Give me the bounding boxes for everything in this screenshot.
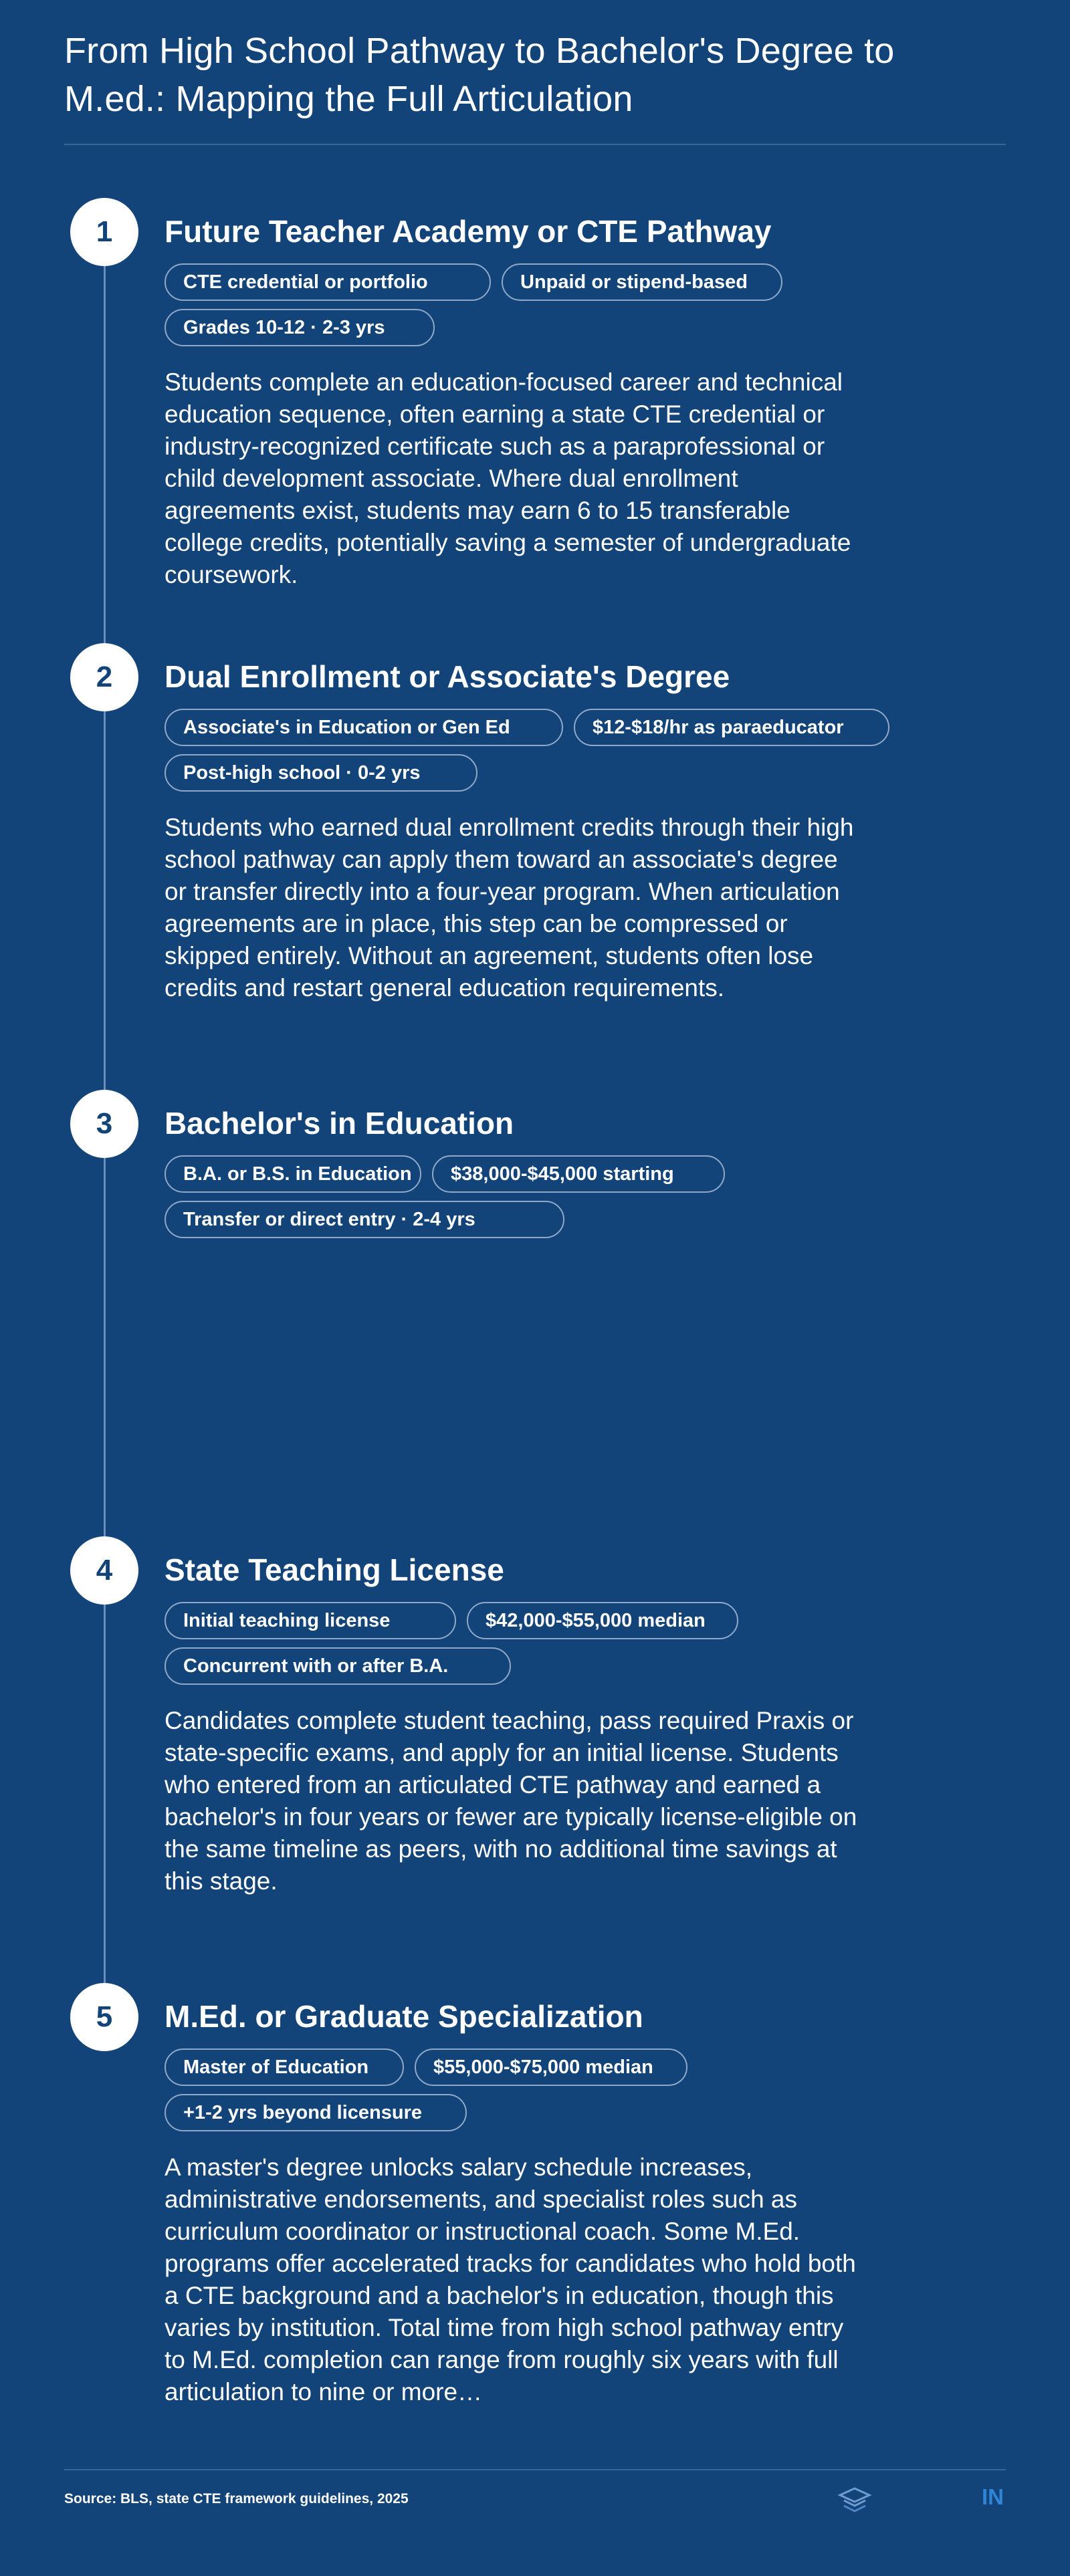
step-tags <box>165 1155 900 1238</box>
pay-tag: $42,000-$55,000 median <box>467 1602 738 1639</box>
page-title: From High School Pathway to Bachelor's Degree to M.ed.: Mapping the Full Articulation <box>64 31 895 119</box>
source-note: Source: BLS, state CTE framework guidelines, 2025 <box>64 2491 409 2506</box>
credential-tag: Associate's in Education or Gen Ed <box>165 709 563 746</box>
footer-divider <box>64 2469 1006 2470</box>
header <box>64 27 1006 123</box>
step-number-badge: 2 <box>70 643 138 711</box>
step-number-badge: 1 <box>70 198 138 266</box>
duration-tag: Concurrent with or after B.A. <box>165 1647 511 1685</box>
header-divider <box>64 144 1006 145</box>
step-tags <box>165 1602 900 1685</box>
brand-mark: IN <box>982 2484 1004 2509</box>
step-content <box>165 1090 860 1258</box>
step-description: Candidates complete student teaching, pass required Praxis or state-specific exams, and apply for an initial license. Students who entered from an articulated CTE pathway and earned a bachelor's in four years or fewer are typically license-eligible on the same timeline as peers, with no additional time savings at this stage. <box>165 1707 857 1895</box>
step-number-badge: 4 <box>70 1536 138 1605</box>
step-content <box>165 198 860 591</box>
step-title: M.Ed. or Graduate Specialization <box>165 1999 643 2034</box>
duration-tag: Post-high school · 0-2 yrs <box>165 754 477 792</box>
step-number-badge: 5 <box>70 1983 138 2051</box>
credential-tag: CTE credential or portfolio <box>165 263 491 301</box>
step-tags <box>165 2048 900 2131</box>
credential-tag: Initial teaching license <box>165 1602 456 1639</box>
pay-tag: $38,000-$45,000 starting <box>432 1155 725 1193</box>
step-title: Future Teacher Academy or CTE Pathway <box>165 214 772 249</box>
step-content <box>165 1536 860 1897</box>
step-tags <box>165 263 900 346</box>
credential-tag: B.A. or B.S. in Education <box>165 1155 421 1193</box>
duration-tag: Grades 10-12 · 2-3 yrs <box>165 309 435 346</box>
step-description: Students complete an education-focused career and technical education sequence, often earning a state CTE credential or industry-recognized certificate such as a paraprofessional or child development associate. Where dual enrollment agreements exist, students may earn 6 to 15 transferable college credits, potentially saving a semester of undergraduate coursework. <box>165 368 851 588</box>
credential-tag: Master of Education <box>165 2048 404 2086</box>
pay-tag: $55,000-$75,000 median <box>415 2048 687 2086</box>
step-title: State Teaching License <box>165 1552 504 1587</box>
step-tags <box>165 709 900 792</box>
step-content <box>165 643 860 1004</box>
step-content <box>165 1983 860 2408</box>
step-title: Bachelor's in Education <box>165 1106 514 1141</box>
pay-tag: Unpaid or stipend-based <box>502 263 782 301</box>
duration-tag: Transfer or direct entry · 2-4 yrs <box>165 1201 564 1238</box>
step-number-badge: 3 <box>70 1090 138 1158</box>
graduation-stack-icon <box>836 2480 873 2518</box>
step-description: Students who earned dual enrollment credits through their high school pathway can apply them toward an associate's degree or transfer directly into a four-year program. When articulation agreements are in place, this step can be compressed or skipped entirely. Without an agreement, students often lose credits and restart general education requirements. <box>165 814 854 1002</box>
step-title: Dual Enrollment or Associate's Degree <box>165 659 730 694</box>
duration-tag: +1-2 yrs beyond licensure <box>165 2094 467 2131</box>
step-description: A master's degree unlocks salary schedule increases, administrative endorsements, and specialist roles such as curriculum coordinator or instructional coach. Some M.Ed. programs offer accelerated tracks for candidates who hold both a CTE background and a bachelor's in education, though this varies by institution. Total time from high school pathway entry to M.Ed. completion can range from roughly six years with full articulation to nine or more… <box>165 2153 856 2406</box>
pay-tag: $12-$18/hr as paraeducator <box>574 709 889 746</box>
